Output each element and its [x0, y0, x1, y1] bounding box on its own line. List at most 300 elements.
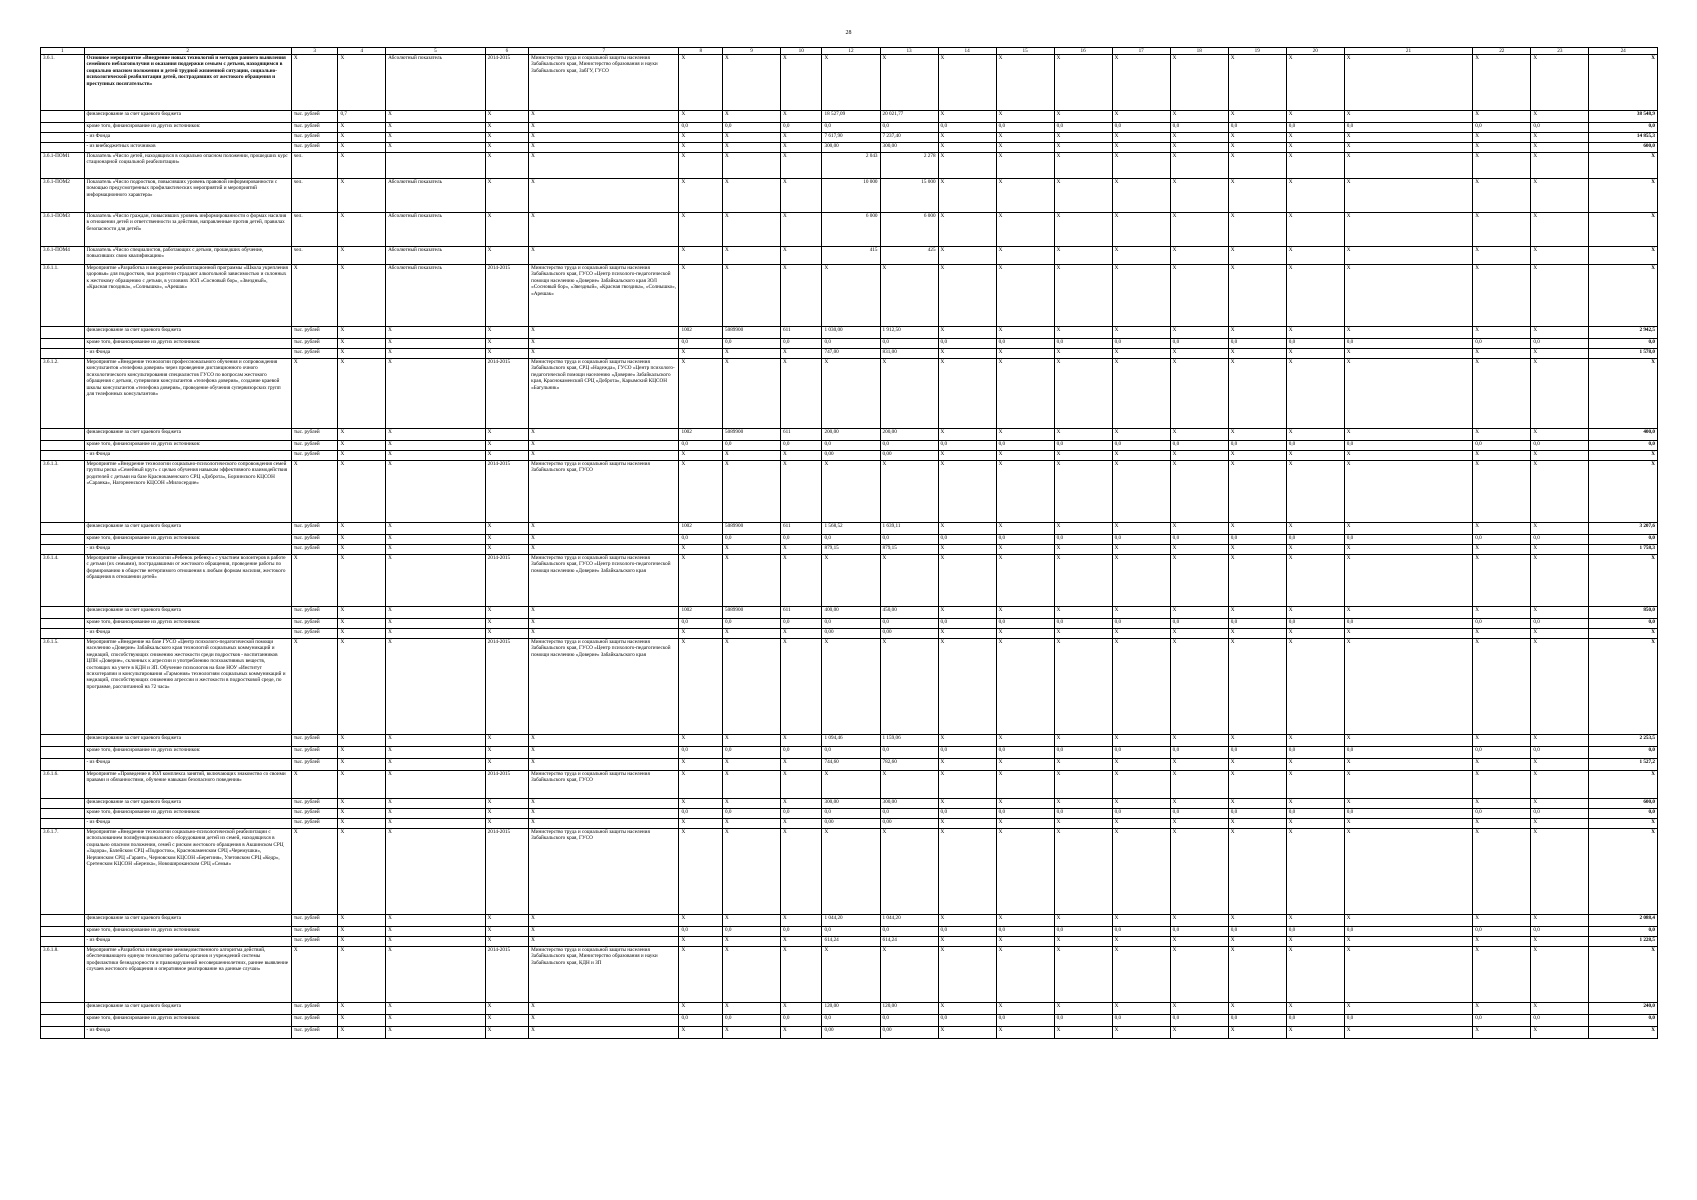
table-cell: 879,15	[880, 545, 938, 555]
funding-row	[41, 629, 1658, 639]
table-cell: X	[679, 55, 723, 111]
table-cell: 0,0	[723, 927, 781, 937]
table-cell: X	[386, 937, 486, 947]
row-code	[41, 819, 85, 829]
table-cell: 0,0	[822, 927, 880, 937]
table-cell: X	[529, 349, 679, 359]
row-total: X	[1589, 819, 1658, 829]
table-cell: чел.	[291, 247, 338, 265]
table-cell: X	[1170, 461, 1228, 523]
table-cell: тыс. рублей	[291, 143, 338, 153]
table-cell: X	[485, 607, 529, 619]
table-cell: 1002	[679, 607, 723, 619]
table-cell: X	[1473, 947, 1531, 1003]
table-cell: X	[529, 545, 679, 555]
table-cell: X	[485, 809, 529, 819]
table-cell: X	[485, 915, 529, 927]
table-cell: X	[723, 819, 781, 829]
activity-row	[41, 555, 1658, 607]
table-cell: 6 000	[822, 213, 880, 247]
table-cell: X	[938, 153, 996, 179]
table-cell: X	[485, 819, 529, 829]
row-description: Основное мероприятие «Внедрение новых технологий и методов раннего выявления семейного неблагополучия и оказания поддержки семьям с детьми, находящимся в социально опасном положении и детей трудной жизненной ситуации, социально-психологической реабилитации детей, пострадавших от жестокого обращения и преступных посягательств»	[84, 55, 291, 111]
row-description: кроме того, финансирование из других источников:	[84, 809, 291, 819]
table-cell: X	[781, 829, 822, 915]
row-total: X	[1589, 771, 1658, 799]
table-cell: X	[938, 735, 996, 747]
table-cell: X	[1112, 359, 1170, 429]
table-cell: X	[1112, 179, 1170, 213]
table-cell: X	[1054, 639, 1112, 735]
table-cell: 0,0	[1473, 1015, 1531, 1027]
table-cell: 425	[880, 247, 938, 265]
table-cell: X	[938, 359, 996, 429]
row-description: финансирование за счет краевого бюджета	[84, 111, 291, 123]
table-cell: 0,0	[1531, 535, 1589, 545]
table-cell: X	[386, 1027, 486, 1039]
table-cell: X	[338, 545, 386, 555]
table-cell: X	[1473, 639, 1531, 735]
table-cell: X	[1286, 143, 1344, 153]
row-description: - из Фонда	[84, 759, 291, 771]
table-cell: X	[1286, 461, 1344, 523]
table-cell: тыс. рублей	[291, 735, 338, 747]
row-total: X	[1589, 451, 1658, 461]
table-cell: 0,0	[679, 123, 723, 133]
table-cell: X	[1344, 247, 1473, 265]
program-table	[40, 47, 1658, 1039]
row-total: 2 253,5	[1589, 735, 1658, 747]
table-cell: X	[386, 799, 486, 809]
table-cell: X	[996, 947, 1054, 1003]
table-cell: 0,0	[1286, 441, 1344, 451]
table-cell: X	[1112, 759, 1170, 771]
table-cell: X	[996, 819, 1054, 829]
table-cell: X	[291, 947, 338, 1003]
header-cell: 21	[1344, 48, 1473, 55]
table-cell: X	[1170, 735, 1228, 747]
table-cell: X	[1054, 179, 1112, 213]
table-cell: 0,0	[1344, 927, 1473, 937]
table-cell: X	[485, 349, 529, 359]
table-cell: X	[938, 111, 996, 123]
table-cell: X	[1344, 461, 1473, 523]
table-cell: X	[1112, 1003, 1170, 1015]
table-cell: X	[1473, 265, 1531, 327]
table-cell: X	[1112, 327, 1170, 339]
table-cell: 0,0	[723, 535, 781, 545]
table-cell: 831,00	[880, 349, 938, 359]
table-cell: 0,0	[996, 441, 1054, 451]
row-code	[41, 339, 85, 349]
table-cell: X	[1112, 451, 1170, 461]
activity-row	[41, 829, 1658, 915]
table-cell: X	[1344, 143, 1473, 153]
table-cell: X	[1112, 937, 1170, 947]
funding-row	[41, 1027, 1658, 1039]
funding-row	[41, 915, 1658, 927]
table-cell: X	[1228, 545, 1286, 555]
row-description: финансирование за счет краевого бюджета	[84, 523, 291, 535]
table-cell: X	[996, 213, 1054, 247]
table-cell: X	[1228, 55, 1286, 111]
table-cell: X	[1170, 111, 1228, 123]
funding-row	[41, 451, 1658, 461]
row-code	[41, 759, 85, 771]
table-cell: X	[338, 179, 386, 213]
table-cell: 0,0	[1344, 535, 1473, 545]
table-cell: X	[291, 359, 338, 429]
table-cell: X	[529, 759, 679, 771]
table-cell: 18 527,09	[822, 111, 880, 123]
table-cell: X	[485, 153, 529, 179]
table-cell: 0,0	[938, 809, 996, 819]
table-cell: X	[338, 461, 386, 523]
table-cell: X	[1531, 639, 1589, 735]
table-cell: тыс. рублей	[291, 111, 338, 123]
table-cell: X	[938, 179, 996, 213]
table-cell: X	[1170, 213, 1228, 247]
table-cell: X	[1054, 555, 1112, 607]
row-total: X	[1589, 153, 1658, 179]
table-cell: X	[1170, 799, 1228, 809]
table-cell: X	[1112, 545, 1170, 555]
table-cell: X	[1170, 265, 1228, 327]
table-cell: X	[1112, 629, 1170, 639]
table-cell: X	[1170, 327, 1228, 339]
table-cell: Министерство труда и социальной защиты населения Забайкальского края, ГУСО	[529, 461, 679, 523]
indicator-row	[41, 179, 1658, 213]
table-cell: 0,0	[938, 619, 996, 629]
row-code	[41, 927, 85, 937]
table-cell: X	[1344, 327, 1473, 339]
row-total: 240,0	[1589, 1003, 1658, 1015]
table-cell: X	[781, 555, 822, 607]
table-cell: X	[1170, 1003, 1228, 1015]
header-cell: 13	[880, 48, 938, 55]
table-cell: X	[1531, 947, 1589, 1003]
table-cell: 611	[781, 607, 822, 619]
table-cell: X	[338, 947, 386, 1003]
table-cell: X	[679, 771, 723, 799]
table-cell: 0,0	[822, 441, 880, 451]
table-cell: тыс. рублей	[291, 441, 338, 451]
table-cell: X	[1112, 461, 1170, 523]
row-description: Мероприятие «Внедрение технологии профессионального обучения и сопровождения консультантов «телефона доверия» через проведение дистанционного очного психологического консультирования специалистов ГУСО по вопросам жестокого обращения с детьми, супервизии консультантов «телефона доверия», создание краевой школы консультантов «телефона доверия», проведение обучения супервизорских групп для телефонных консультантов»	[84, 359, 291, 429]
header-cell: 5	[386, 48, 486, 55]
table-cell: X	[1473, 153, 1531, 179]
table-cell: X	[1473, 327, 1531, 339]
table-cell: 2014-2015	[485, 771, 529, 799]
table-cell: X	[1344, 111, 1473, 123]
table-cell: X	[996, 829, 1054, 915]
table-cell: X	[386, 607, 486, 619]
row-total: 600,0	[1589, 799, 1658, 809]
table-cell: X	[723, 937, 781, 947]
table-cell: X	[1344, 1003, 1473, 1015]
row-total: 14 855,3	[1589, 133, 1658, 143]
table-cell: X	[1170, 523, 1228, 535]
table-cell: тыс. рублей	[291, 535, 338, 545]
table-cell: X	[386, 747, 486, 759]
row-description: кроме того, финансирование из других источников:	[84, 123, 291, 133]
table-cell: X	[1054, 607, 1112, 619]
table-cell: X	[723, 1027, 781, 1039]
page-number: 28	[845, 30, 852, 36]
table-cell: тыс. рублей	[291, 1003, 338, 1015]
table-cell: 0,0	[1286, 339, 1344, 349]
table-cell: X	[938, 607, 996, 619]
table-cell: X	[1112, 735, 1170, 747]
table-cell: X	[1473, 55, 1531, 111]
table-cell: X	[781, 947, 822, 1003]
table-cell: 300,00	[880, 143, 938, 153]
table-cell: X	[386, 451, 486, 461]
table-cell: X	[679, 247, 723, 265]
row-total: 850,0	[1589, 607, 1658, 619]
table-cell: X	[1054, 451, 1112, 461]
table-cell: 0,0	[1473, 535, 1531, 545]
table-cell: X	[529, 153, 679, 179]
table-cell: X	[938, 759, 996, 771]
table-cell: X	[1531, 265, 1589, 327]
table-cell: X	[1170, 429, 1228, 441]
table-cell: X	[679, 915, 723, 927]
funding-row	[41, 143, 1658, 153]
table-cell: X	[1344, 213, 1473, 247]
table-cell: X	[338, 153, 386, 179]
table-cell: X	[679, 799, 723, 809]
table-cell: X	[1054, 915, 1112, 927]
table-cell: X	[781, 819, 822, 829]
table-cell: 0,0	[1344, 123, 1473, 133]
table-cell: X	[822, 947, 880, 1003]
table-cell: X	[1531, 1003, 1589, 1015]
table-cell: X	[485, 927, 529, 937]
funding-row	[41, 327, 1658, 339]
table-cell: 1 030,00	[822, 327, 880, 339]
table-cell: X	[529, 247, 679, 265]
row-code	[41, 619, 85, 629]
table-cell: 1 159,06	[880, 735, 938, 747]
table-cell: 300,00	[880, 799, 938, 809]
table-cell: 0,00	[880, 629, 938, 639]
table-cell: 611	[781, 523, 822, 535]
row-description: финансирование за счет краевого бюджета	[84, 1003, 291, 1015]
table-cell: 0,0	[781, 535, 822, 545]
table-cell: X	[485, 535, 529, 545]
row-code: 3.6.1.1.	[41, 265, 85, 327]
table-cell: X	[996, 55, 1054, 111]
row-total: 1 758,3	[1589, 545, 1658, 555]
table-cell: X	[723, 451, 781, 461]
table-cell: 0,0	[1228, 123, 1286, 133]
table-cell: X	[1286, 111, 1344, 123]
table-cell: X	[1054, 247, 1112, 265]
table-cell: X	[485, 523, 529, 535]
table-cell: X	[338, 629, 386, 639]
table-cell: 2014-2015	[485, 359, 529, 429]
table-cell: X	[996, 179, 1054, 213]
table-cell: X	[1170, 133, 1228, 143]
table-cell: X	[485, 1027, 529, 1039]
row-total: 0,0	[1589, 809, 1658, 819]
table-cell: X	[338, 915, 386, 927]
table-cell: тыс. рублей	[291, 809, 338, 819]
table-cell: X	[996, 451, 1054, 461]
table-cell: X	[386, 809, 486, 819]
table-cell: 0,0	[1344, 1015, 1473, 1027]
table-cell: тыс. рублей	[291, 937, 338, 947]
table-cell: X	[1286, 523, 1344, 535]
table-cell: X	[1286, 451, 1344, 461]
table-cell: тыс. рублей	[291, 327, 338, 339]
table-cell: X	[723, 759, 781, 771]
row-description: - из Фонда	[84, 819, 291, 829]
table-cell: X	[1054, 143, 1112, 153]
table-cell: X	[1286, 555, 1344, 607]
activity-row	[41, 265, 1658, 327]
header-cell: 3	[291, 48, 338, 55]
table-cell: 0,0	[781, 927, 822, 937]
table-cell: 0,0	[679, 809, 723, 819]
table-cell: тыс. рублей	[291, 429, 338, 441]
table-cell: X	[1531, 133, 1589, 143]
table-cell: X	[338, 429, 386, 441]
table-cell: 0,0	[880, 809, 938, 819]
table-cell: X	[1170, 451, 1228, 461]
table-cell: тыс. рублей	[291, 339, 338, 349]
row-total: X	[1589, 247, 1658, 265]
table-cell: 0,00	[822, 819, 880, 829]
row-code	[41, 523, 85, 535]
table-cell: X	[386, 545, 486, 555]
table-cell: X	[1473, 629, 1531, 639]
table-cell: X	[723, 799, 781, 809]
table-cell: X	[679, 639, 723, 735]
table-cell: X	[880, 771, 938, 799]
table-cell: X	[781, 359, 822, 429]
row-code	[41, 133, 85, 143]
table-cell: X	[996, 555, 1054, 607]
table-cell: 5089900	[723, 429, 781, 441]
funding-row	[41, 819, 1658, 829]
table-cell: X	[1531, 451, 1589, 461]
table-cell: X	[1473, 1003, 1531, 1015]
table-cell: 0,00	[822, 451, 880, 461]
table-cell: X	[679, 759, 723, 771]
table-cell: X	[1054, 1003, 1112, 1015]
table-cell: X	[679, 1027, 723, 1039]
table-cell: чел.	[291, 213, 338, 247]
table-cell: X	[485, 747, 529, 759]
table-cell: X	[996, 461, 1054, 523]
table-cell: X	[996, 607, 1054, 619]
table-cell: X	[338, 1003, 386, 1015]
table-cell: X	[529, 1027, 679, 1039]
table-cell: чел.	[291, 179, 338, 213]
table-cell: X	[1473, 759, 1531, 771]
table-cell: X	[485, 545, 529, 555]
table-cell: X	[781, 143, 822, 153]
row-description: Показатель «Число детей, находящихся в социально опасном положении, прошедших курс стационарной социальной реабилитации»	[84, 153, 291, 179]
header-cell: 18	[1170, 48, 1228, 55]
table-cell: 0,0	[781, 747, 822, 759]
table-cell: X	[1531, 429, 1589, 441]
table-cell: X	[1531, 111, 1589, 123]
table-cell: X	[1286, 735, 1344, 747]
table-cell: Министерство труда и социальной защиты населения Забайкальского края, ГУСО	[529, 771, 679, 799]
funding-row	[41, 111, 1658, 123]
table-cell: тыс. рублей	[291, 1027, 338, 1039]
row-code	[41, 545, 85, 555]
table-cell: X	[1286, 607, 1344, 619]
table-cell: Министерство труда и социальной защиты населения Забайкальского края, ГУСО «Центр психолого-педагогической помощи населению «Доверие» Забайкальского края ЗОЛ «Сосновый бор», «Звездный», «Красная гвоздика», «Солнышко», «Арешак»	[529, 265, 679, 327]
table-cell: X	[1531, 819, 1589, 829]
table-cell: X	[723, 947, 781, 1003]
table-cell: X	[781, 771, 822, 799]
table-cell: X	[822, 461, 880, 523]
funding-row	[41, 339, 1658, 349]
table-cell: X	[291, 265, 338, 327]
table-cell: X	[938, 915, 996, 927]
table-cell: X	[1286, 937, 1344, 947]
table-cell: 5089900	[723, 523, 781, 535]
table-cell: 0,0	[822, 809, 880, 819]
table-cell: X	[1531, 523, 1589, 535]
table-cell: X	[723, 771, 781, 799]
header-cell: 24	[1589, 48, 1658, 55]
table-cell: 0,0	[1473, 927, 1531, 937]
header-cell: 17	[1112, 48, 1170, 55]
table-cell: тыс. рублей	[291, 759, 338, 771]
table-cell: X	[338, 55, 386, 111]
table-cell: 0,0	[1473, 441, 1531, 451]
table-cell: X	[781, 545, 822, 555]
table-cell: 1 639,11	[880, 523, 938, 535]
table-cell: X	[1286, 349, 1344, 359]
table-cell: X	[338, 771, 386, 799]
table-cell: X	[822, 639, 880, 735]
table-cell: X	[880, 639, 938, 735]
table-cell: X	[822, 829, 880, 915]
row-code: 3.6.1.3.	[41, 461, 85, 523]
table-cell: X	[386, 1015, 486, 1027]
table-cell: X	[1054, 55, 1112, 111]
table-cell: X	[338, 1015, 386, 1027]
table-cell: X	[529, 915, 679, 927]
table-cell: X	[723, 111, 781, 123]
table-cell: X	[485, 1003, 529, 1015]
table-cell: 611	[781, 327, 822, 339]
table-cell: X	[338, 819, 386, 829]
table-cell: X	[679, 179, 723, 213]
table-cell: 1002	[679, 327, 723, 339]
table-cell: X	[996, 937, 1054, 947]
table-cell: 0,0	[781, 809, 822, 819]
row-description: кроме того, финансирование из других источников:	[84, 619, 291, 629]
table-cell: X	[386, 629, 486, 639]
row-code: 3.6.1.	[41, 55, 85, 111]
table-cell: X	[781, 247, 822, 265]
table-cell: X	[1344, 429, 1473, 441]
table-cell: X	[338, 555, 386, 607]
table-cell: X	[386, 339, 486, 349]
header-cell: 15	[996, 48, 1054, 55]
table-cell: X	[1112, 523, 1170, 535]
table-cell: 0,0	[723, 747, 781, 759]
table-cell: X	[938, 213, 996, 247]
